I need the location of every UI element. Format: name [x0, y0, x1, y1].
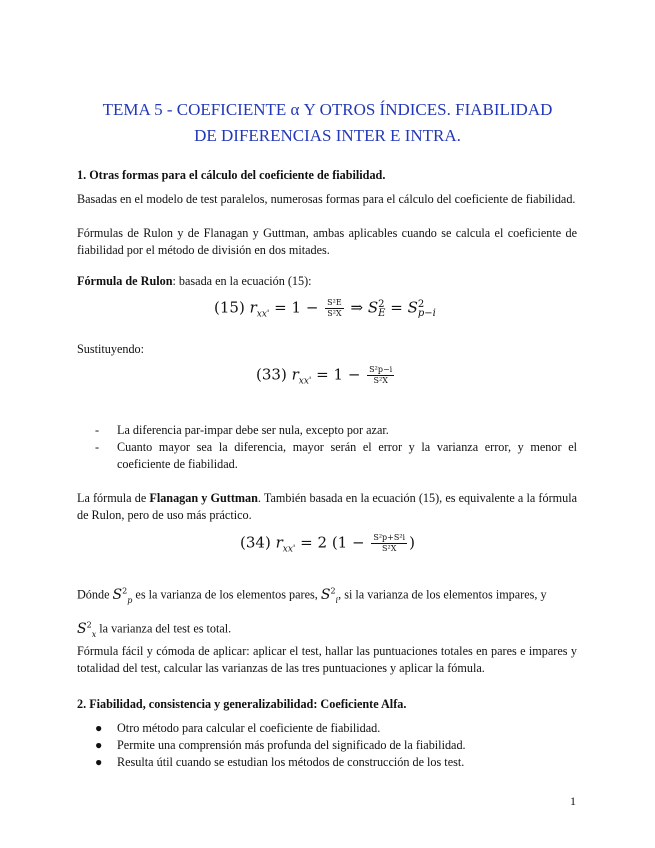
bullet-item-2 [95, 737, 577, 754]
bullet-item-1 [95, 720, 577, 737]
eq34-fraction [371, 533, 407, 554]
eq15-rhs-right-sub: p−i [417, 307, 436, 319]
bullet-item-text: Permite una comprensión más profunda del significado de la fiabilidad. [117, 738, 466, 752]
eq34-number: (34) [240, 533, 271, 552]
bullet-item-3 [95, 754, 577, 771]
symbol-s2-i: $S^2_i$ [320, 586, 339, 605]
document-title [60, 97, 595, 149]
section-1-heading: 1. Otras formas para el cálculo del coeficiente de fiabilidad. [77, 168, 386, 182]
donde-text-2: es la varianza de los elementos pares, [135, 587, 318, 602]
eq33-number: (33) [256, 365, 287, 384]
eq15-rhs-left-sub: E [378, 307, 386, 319]
section-1-paragraph-1: Basadas en el modelo de test paralelos, numerosas formas para el cálculo del coeficiente de fiabilidad. [77, 192, 576, 206]
bullet-marker: ● [95, 721, 103, 735]
eq33-lhs-sub: xx' [298, 376, 312, 387]
eq34-fraction-numerator: S²p+S²i [373, 533, 406, 542]
eq33-fraction-numerator: S²p−i [369, 365, 393, 374]
equation-34 [240, 533, 415, 559]
dash-item-text: La diferencia par-impar debe ser nula, excepto por azar. [117, 423, 389, 437]
eq15-rhs-left: S [367, 298, 379, 317]
eq33-operator: = 1 − [316, 365, 361, 384]
eq15-fraction-numerator: S²E [327, 298, 342, 307]
rulon-intro [77, 273, 577, 290]
eq15-lhs: r [249, 298, 257, 317]
eq15-implies: ⇒ [350, 298, 364, 317]
fg-pre-text: La fórmula de [77, 491, 150, 505]
eq15-rhs-right: S [407, 298, 418, 317]
symbol-s2-x: $S^2_x$ [77, 620, 97, 639]
fg-rest-text: . También basada en la ecuación (15), es equivalente a la fórmula de Rulon, pero de uso más práctico. [77, 491, 578, 522]
differences-dash-list [95, 422, 577, 473]
dash-item-1 [95, 422, 577, 439]
page-number: 1 [570, 794, 576, 808]
symbol-s2-p: $S^2_p$ [112, 586, 133, 605]
eq15-lhs-sub: xx' [256, 309, 270, 320]
rulon-intro-text: : basada en la ecuación (15): [172, 274, 312, 288]
donde-paragraph [77, 581, 577, 610]
donde-text-4: la varianza del test es total. [99, 621, 232, 636]
bullet-item-text: Resulta útil cuando se estudian los métodos de construcción de los test. [117, 755, 465, 769]
eq34-close-paren: ) [409, 533, 415, 552]
dash-marker: - [95, 440, 100, 454]
title-line-1: TEMA 5 - COEFICIENTE α Y OTROS ÍNDICES. FIABILIDAD [102, 100, 553, 119]
eq34-lhs: r [275, 533, 283, 552]
rulon-label: Fórmula de Rulon [77, 274, 173, 288]
donde-paragraph-line-2 [77, 616, 577, 642]
equation-15 [214, 298, 436, 324]
eq15-rhs-left-sup: 2 [378, 298, 385, 310]
eq15-fraction [325, 298, 344, 319]
donde-text-1: Dónde [77, 587, 110, 602]
fg-name: Flanagan y Guttman [149, 491, 258, 505]
donde-text-3: , si la varianza de los elementos impares, y [338, 587, 547, 602]
section-1-paragraph-2: Fórmulas de Rulon y de Flanagan y Guttman, ambas aplicables cuando se calcula el coeficiente de fiabilidad por el método de división en dos mitades. [77, 226, 577, 257]
title-line-2: DE DIFERENCIAS INTER E INTRA. [194, 126, 461, 145]
eq34-operator: = 2 (1 − [300, 533, 365, 552]
eq33-fraction [367, 365, 394, 386]
flanagan-guttman-paragraph [77, 490, 577, 524]
bullet-marker: ● [95, 738, 103, 752]
equation-33 [256, 365, 396, 391]
dash-item-2 [95, 439, 577, 473]
alpha-bullet-list [95, 720, 577, 771]
section-2-heading: 2. Fiabilidad, consistencia y generalizabilidad: Coeficiente Alfa. [77, 697, 407, 711]
bullet-marker: ● [95, 755, 103, 769]
eq34-fraction-denominator: S²X [382, 544, 397, 553]
sustituyendo-label: Sustituyendo: [77, 342, 145, 356]
eq33-fraction-denominator: S²X [373, 376, 388, 385]
dash-item-text: Cuanto mayor sea la diferencia, mayor serán el error y la varianza error, y menor el coeficiente de fiabilidad. [117, 440, 577, 471]
eq15-fraction-denominator: S²X [327, 309, 342, 318]
formula-facil-paragraph: Fórmula fácil y cómoda de aplicar: aplicar el test, hallar las puntuaciones totales en pares e impares y totalidad del test, calcular las varianzas de las tres puntuaciones y aplicar la fómula. [77, 644, 577, 675]
eq34-lhs-sub: xx' [282, 544, 296, 555]
eq15-number: (15) [214, 298, 245, 317]
dash-marker: - [95, 423, 100, 437]
eq15-operator: = 1 − [274, 298, 319, 317]
eq33-lhs: r [291, 365, 299, 384]
bullet-item-text: Otro método para calcular el coeficiente de fiabilidad. [117, 721, 381, 735]
eq15-rhs-right-sup: 2 [417, 298, 425, 310]
eq15-rhs-equals: = [390, 298, 403, 317]
